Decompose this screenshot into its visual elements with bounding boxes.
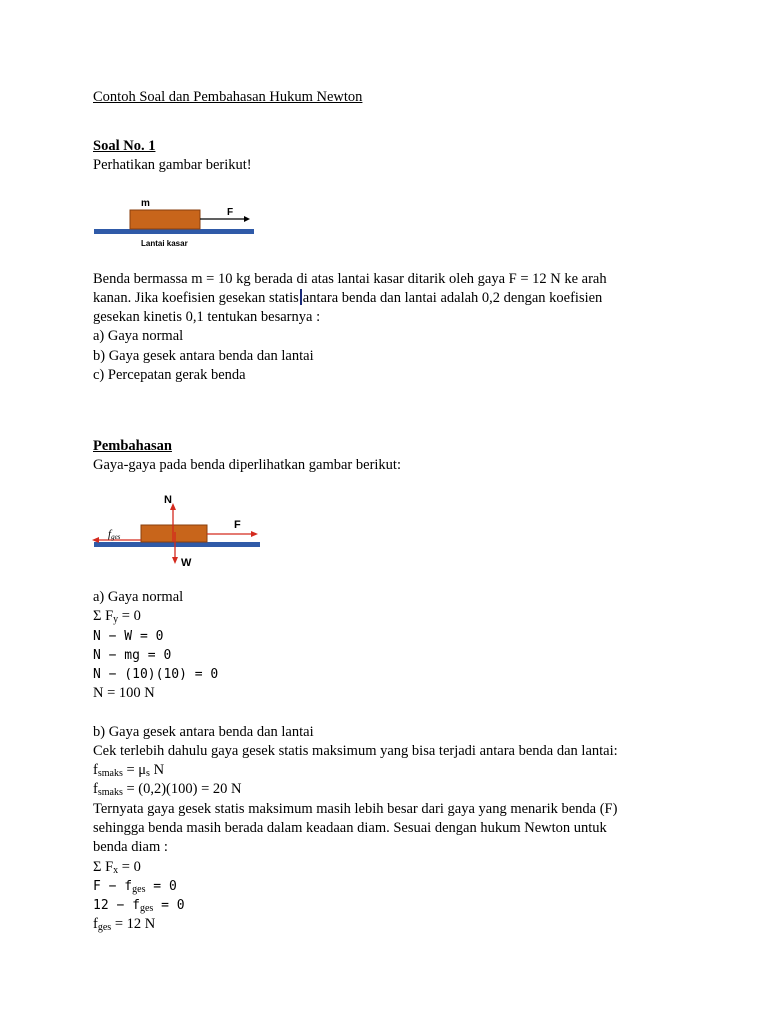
figure-block-on-floor (94, 195, 264, 250)
part-a-eq-4: N − (10)(10) = 0 (93, 667, 219, 682)
normal-label: N (164, 494, 172, 506)
force-arrowhead (244, 216, 250, 222)
floor-line (94, 229, 254, 234)
part-a-eq-2: N − W = 0 (93, 629, 164, 644)
friction-label: fges (108, 528, 121, 541)
soal-heading: Soal No. 1 (93, 138, 156, 154)
part-b-fsmaks-1: $f_{smaks} = \mu_s$ N (93, 762, 165, 779)
problem-item-b: b) Gaya gesek antara benda dan lantai (93, 348, 314, 364)
pembahasan-heading: Pembahasan (93, 438, 172, 454)
mass-label: m (141, 198, 150, 209)
applied-force-arrowhead (251, 531, 258, 537)
force-label: F (227, 207, 234, 218)
part-b-heading: b) Gaya gesek antara benda dan lantai (93, 724, 314, 740)
part-b-eq-1: Σ $F_x = 0$ (93, 859, 141, 876)
mass-block (141, 525, 207, 542)
part-b-eq-2: $F - f_{ges} = 0$ (93, 879, 177, 895)
mass-block (130, 210, 200, 229)
figure-free-body-diagram (86, 492, 266, 572)
weight-label: W (181, 557, 192, 569)
part-a-heading: a) Gaya normal (93, 589, 184, 605)
part-b-eq-4: $f_{ges} = 12$ N (93, 916, 156, 933)
part-b-line-4: benda diam : (93, 839, 168, 855)
part-a-eq-3: N − mg = 0 (93, 648, 172, 663)
part-a-eq-5: N = 100 N (93, 685, 155, 701)
floor-label: Lantai kasar (141, 239, 188, 248)
part-a-eq-1: Σ $F_y = 0$ (93, 608, 141, 625)
problem-line-3: gesekan kinetis 0,1 tentukan besarnya : (93, 309, 321, 325)
force-label: F (234, 519, 241, 531)
part-b-line-1: Cek terlebih dahulu gaya gesek statis maksimum yang bisa terjadi antara benda dan lantai: (93, 743, 618, 759)
part-b-line-2: Ternyata gaya gesek statis maksimum masih lebih besar dari gaya yang menarik benda (F) (93, 801, 618, 817)
part-b-eq-3: $12 - f_{ges} = 0$ (93, 898, 185, 914)
problem-item-a: a) Gaya normal (93, 328, 184, 344)
weight-arrowhead (172, 557, 178, 564)
floor-line (94, 542, 260, 547)
part-b-line-3: sehingga benda masih berada dalam keadaan diam. Sesuai dengan hukum Newton untuk (93, 820, 607, 836)
text-cursor (300, 289, 302, 305)
part-b-fsmaks-2: $f_{smaks} = (0,2)(100) = 20$ N (93, 781, 242, 798)
document-title: Contoh Soal dan Pembahasan Hukum Newton (93, 89, 363, 105)
problem-line-1: Benda bermassa m = 10 kg berada di atas lantai kasar ditarik oleh gaya F = 12 N ke arah (93, 271, 607, 287)
soal-intro: Perhatikan gambar berikut! (93, 157, 252, 173)
pembahasan-intro: Gaya-gaya pada benda diperlihatkan gambar berikut: (93, 457, 401, 473)
problem-line-2: kanan. Jika koefisien gesekan statis antara benda dan lantai adalah 0,2 dengan koefisien (93, 290, 603, 306)
problem-item-c: c) Percepatan gerak benda (93, 367, 246, 383)
